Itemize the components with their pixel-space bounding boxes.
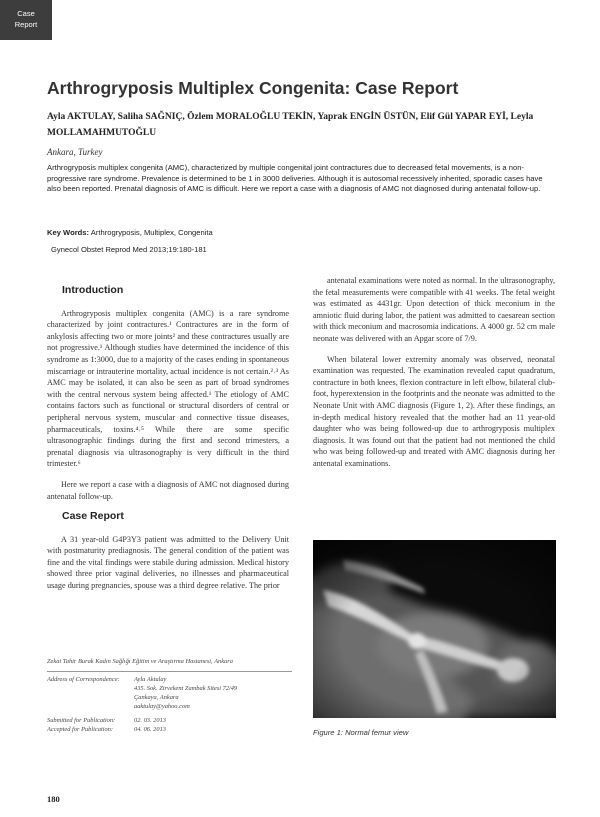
publication-dates bbox=[47, 716, 292, 734]
accepted-row bbox=[47, 725, 292, 734]
section-tag-line2: Report bbox=[14, 20, 38, 29]
affiliation: Ankara, Turkey bbox=[47, 147, 103, 157]
introduction-heading: Introduction bbox=[62, 284, 124, 296]
submitted-label: Submitted for Publication: bbox=[47, 717, 116, 724]
accepted-date: 04. 06. 2013 bbox=[134, 726, 166, 733]
correspondence-label: Address of Correspondence: bbox=[47, 676, 120, 683]
section-tag bbox=[0, 0, 52, 40]
page-number: 180 bbox=[47, 794, 60, 804]
submitted-date: 02. 03. 2013 bbox=[134, 717, 166, 724]
case-report-paragraph-2: antenatal examinations were noted as normal. In the ultrasonography, the fetal measurements were compatible with 41 weeks. The fetal weight was estimated as 4431gr. Upon detection of thick meconium in the amniotic fluid during labor, the patient was admitted to caesarean section with thick meconium and macrosomia indications. A 4000 gr. 52 cm male neonate was delivered with an Apgar score of 7/9. bbox=[313, 276, 555, 343]
accepted-label: Accepted for Publication: bbox=[47, 726, 114, 733]
case-report-paragraph-1: A 31 year-old G4P3Y3 patient was admitted to the Delivery Unit with postmaturity prediagnosis. The general condition of the patient was fine and the vital findings were stabile during admission. Medical history showed three prior vaginal deliveries, no illnesses and pharmaceutical usage during pregnancies, spouse was a third degree relative. The prior bbox=[47, 534, 289, 591]
footnote-block bbox=[47, 657, 292, 734]
abstract: Arthrogryposis multiplex congenita (AMC), characterized by multiple congenital joint contractures due to decreased fetal movements, is a non-progressive rare syndrome. Prevalence is determined to be 1 in 3000 deliveries. Although it is autosomal recessively inherited, sporadic cases have also been reported. Prenatal diagnosis of AMC is difficult. Here we report a case with a diagnosis of AMC not diagnosed during antenatal follow-up. bbox=[47, 163, 543, 194]
figure-caption: Figure 1: Normal femur view bbox=[313, 728, 409, 737]
left-column bbox=[47, 285, 289, 601]
correspondence-address bbox=[134, 675, 292, 711]
correspondence-line: Çankaya, Ankara bbox=[134, 694, 179, 701]
institution: Zekai Tahir Burak Kadın Sağlığı Eğitim ve Araştırma Hastanesi, Ankara bbox=[47, 658, 233, 665]
xray-image bbox=[313, 540, 556, 718]
correspondence-line: 435. Sok. Zirvekent Zambak Sitesi 72/49 bbox=[134, 685, 238, 692]
correspondence-row bbox=[47, 675, 292, 711]
case-report-heading: Case Report bbox=[62, 510, 124, 523]
correspondence-line: Ayla Aktulay bbox=[134, 676, 167, 683]
citation: Gynecol Obstet Reprod Med 2013;19:180-181 bbox=[51, 245, 207, 254]
submitted-row bbox=[47, 716, 292, 725]
keywords-label: Key Words: bbox=[47, 228, 90, 237]
xray-figure bbox=[313, 540, 556, 718]
author-list: Ayla AKTULAY, Saliha SAĞNIÇ, Özlem MORALOĞLU TEKİN, Yaprak ENGİN ÜSTÜN, Elif Gül YAPAR EYİ, Leyla MOLLAMAHMUTOĞLU bbox=[47, 112, 534, 138]
keywords-text: Arthrogryposis, Multiplex, Congenita bbox=[90, 228, 213, 237]
keywords bbox=[47, 228, 213, 237]
correspondence-email[interactable]: aaktulay@yahoo.com bbox=[134, 703, 190, 710]
introduction-paragraph-1: Arthrogryposis multiplex congenita (AMC) is a rare syndrome characterized by joint contractures.¹ Contractures are in the form of ankylosis affecting two or more joints² and these contractures usually are not progressive.¹ Although studies have determined the incidence of this syndrome as 1:3000, due to a majority of the cases ending in spontaneous miscarriage or intrauterine mortality, actual incidence is not certain.²˒³ As AMC may be isolated, it can also be seen as part of broad syndromes with the central nervous system being affected.¹ The etiology of AMC contains factors such as functional or structural disorders of central or peripheral nervous system, muscular and connective tissue diseases, pharmaceuticals, toxins.⁴˒⁵ While there are some specific ultrasonographic findings during the first and second trimesters, a prenatal diagnosis via ultrasonography is very difficult in the third trimester.⁶ bbox=[47, 308, 289, 469]
right-column bbox=[313, 275, 555, 479]
article-title: Arthrogryposis Multiplex Congenita: Case Report bbox=[47, 78, 459, 98]
footnote-divider bbox=[47, 671, 292, 672]
case-report-paragraph-3: When bilateral lower extremity anomaly was observed, neonatal examination was requested. The examination revealed caput quadratum, contracture in both knees, flexion contracture in left elbow, bilateral club-foot, hyperextension in the footprints and the neonate was admitted to the Neonate Unit with AMC diagnosis (Figure 1, 2). After these findings, an in-depth medical history revealed that the mother had an 11 year-old daughter who was being followed-up due to arthrogryposis multiplex diagnosis. It was found out that the patient had not mentioned the child who was being followed-up and treated with AMC diagnosis during her antenatal examinations. bbox=[313, 354, 555, 468]
section-tag-line1: Case bbox=[17, 9, 35, 18]
introduction-paragraph-2: Here we report a case with a diagnosis of AMC not diagnosed during antenatal follow-up. bbox=[47, 479, 289, 501]
